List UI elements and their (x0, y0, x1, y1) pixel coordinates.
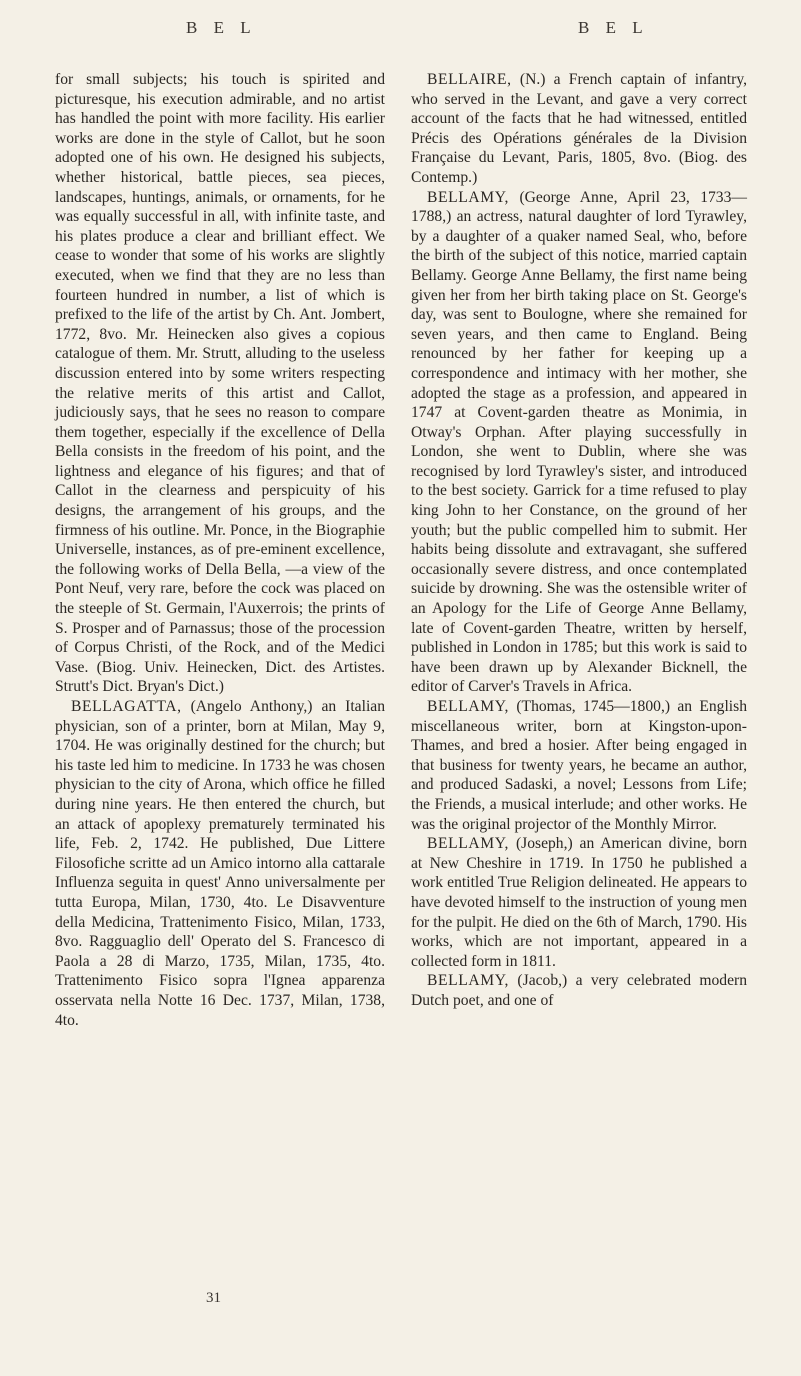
headword: BELLAMY, (427, 972, 510, 990)
entry-bellaire (411, 70, 747, 188)
running-head-right: B E L (578, 18, 649, 37)
headword: BELLAGATTA, (71, 698, 182, 715)
entry-text: (Thomas, 1745—1800,) an English miscellaneous writer, born at Kingston-upon-Thames, and bred a hosier. After being engaged in that business for twenty years, he became an author, and produced Sadaski, a novel; Lessons from Life; the Friends, a musical interlude; and other works. He was the original projector of the Monthly Mirror. (411, 698, 747, 833)
entry-bellagatta (55, 697, 385, 1030)
entry-bellamy-joseph (411, 834, 747, 971)
entry-text: (Joseph,) an American divine, born at New Cheshire in 1719. In 1750 he published a work entitled True Religion delineated. He appears to have devoted himself to the instruction of young men for the pulpit. He died on the 6th of March, 1790. His works, which are not important, appeared in a collected form in 1811. (411, 835, 747, 970)
page-number: 31 (206, 1290, 221, 1306)
entry-bellamy-george-anne (411, 188, 747, 697)
entry-bellamy-thomas (411, 697, 747, 834)
headword: BELLAMY, (427, 188, 510, 206)
headword: BELLAMY, (427, 698, 510, 715)
right-column (411, 70, 747, 1011)
left-column (55, 70, 385, 1030)
entry-text: (N.) a French captain of infantry, who served in the Levant, and gave a very correct account of the facts that he had witnessed, entitled Précis des Opérations générales de la Division Française du Levant, Paris, 1805, 8vo. (Biog. des Contemp.) (411, 71, 747, 186)
headword: BELLAIRE, (427, 71, 512, 88)
continued-entry-della-bella: for small subjects; his touch is spirited and picturesque, his execution admirable, and no artist has handled the point with more facility. His earlier works are done in the style of Callot, but he soon adopted one of his own. He designed his subjects, whether historical, battle pieces, sea pieces, landscapes, huntings, animals, or ornaments, for he was equally successful in all, with infinite taste, and his plates produce a clear and brilliant effect. We cease to wonder that some of his works are slightly executed, when we find that they are no less than fourteen hundred in number, a list of which is prefixed to the life of the artist by Ch. Ant. Jombert, 1772, 8vo. Mr. Heinecken also gives a copious catalogue of them. Mr. Strutt, alluding to the useless discussion entered into by some writers respecting the relative merits of this artist and Callot, judiciously says, that he sees no reason to compare them together, especially if the excellence of Della Bella consists in the freedom of his point, and the lightness and elegance of his figures; and that of Callot in the clearness and perspicuity of his designs, the arrangement of his groups, and the firmness of his outline. Mr. Ponce, in the Biographie Universelle, instances, as of pre-eminent excellence, the following works of Della Bella, —a view of the Pont Neuf, very rare, before the cock was placed on the steeple of St. Germain, l'Auxerrois; the prints of S. Prosper and of Parnassus; those of the procession of Corpus Christi, of the Rock, and of the Medici Vase. (Biog. Univ. Heinecken, Dict. des Artistes. Strutt's Dict. Bryan's Dict.) (55, 71, 385, 696)
entry-bellamy-jacob (411, 971, 747, 1010)
entry-text: (George Anne, April 23, 1733—1788,) an actress, natural daughter of lord Tyrawley, by a daughter of a quaker named Seal, who, before the birth of the subject of this notice, married captain Bellamy. George Anne Bellamy, the first name being given her from her birth taking place on St. George's day, was sent to Boulogne, where she remained for seven years, and then came to England. Being renounced by her father for keeping up a correspondence and intimacy with her mother, she adopted the stage as a profession, and appeared in 1747 at Covent-garden theatre as Monimia, in Otway's Orphan. After playing successfully in London, she went to Dublin, where she was recognised by lord Tyrawley's sister, and introduced to the best society. Garrick for a time refused to play king John to her Constance, on the ground of her youth; but the public compelled him to submit. Her habits being dissolute and extravagant, she suffered occasionally severe distress, and once contemplated suicide by drowning. She was the ostensible writer of an Apology for the Life of George Anne Bellamy, late of Covent-garden Theatre, written by herself, published in London in 1785; but this work is said to have been drawn up by Alexander Bicknell, the editor of Carver's Travels in Africa. (411, 188, 747, 696)
entry-text: (Jacob,) a very celebrated modern Dutch poet, and one of (411, 972, 747, 1009)
headword: BELLAMY, (427, 835, 510, 853)
running-head-left: B E L (186, 18, 257, 37)
entry-text: (Angelo Anthony,) an Italian physician, son of a printer, born at Milan, May 9, 1704. He was originally destined for the church; but his taste led him to medicine. In 1733 he was chosen physician to the city of Arona, which office he filled during nine years. He then entered the church, but an attack of apoplexy prematurely terminated his life, Feb. 2, 1742. He published, Due Littere Filosofiche scritte ad un Amico intorno alla cattarale Influenza seguita in quest' Anno universalmente per tutta Europa, Milan, 1730, 4to. Le Disavventure della Medicina, Trattenimento Fisico, Milan, 1733, 8vo. Ragguaglio dell' Operato del S. Francesco di Paola a 28 di Marzo, 1735, Milan, 1735, 4to. Trattenimento Fisico sopra l'Ignea apparenza osservata nella Notte 16 Dec. 1737, Milan, 1738, 4to. (55, 698, 385, 1029)
